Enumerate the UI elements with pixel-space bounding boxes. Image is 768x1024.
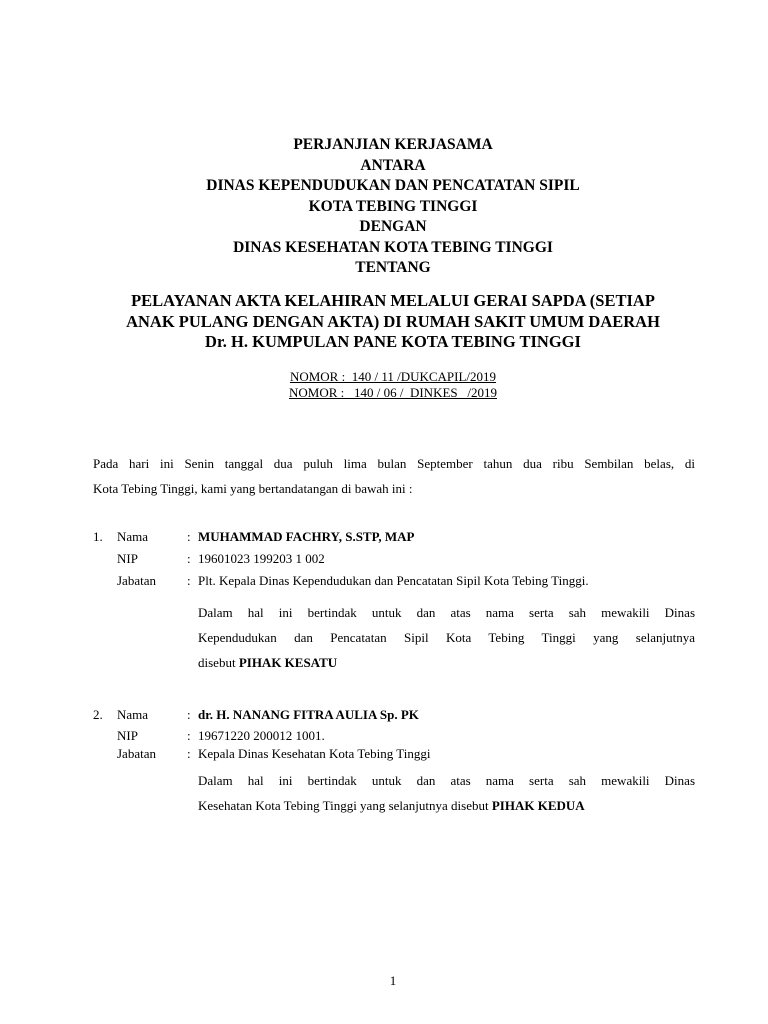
title-line: KOTA TEBING TINGGI [308, 197, 478, 215]
jabatan-label: Jabatan [117, 746, 156, 761]
party-designation: PIHAK KESATU [238, 655, 338, 670]
colon: : [187, 529, 191, 544]
party-one [93, 526, 695, 670]
description-line: Kependudukan dan Pencatatan Sipil Kota Tebing Tinggi yang selanjutnya [198, 630, 695, 645]
colon: : [187, 551, 191, 566]
party-position: Kepala Dinas Kesehatan Kota Tebing Tinggi [198, 746, 431, 761]
party-nip: 19671220 200012 1001. [198, 728, 325, 743]
party-name: MUHAMMAD FACHRY, S.STP, MAP [198, 529, 415, 544]
title-line: PERJANJIAN KERJASAMA [293, 136, 493, 153]
title-line: DINAS KESEHATAN KOTA TEBING TINGGI [233, 238, 553, 256]
document-numbers [0, 369, 768, 401]
title-line: DENGAN [359, 218, 427, 235]
party-number: 2. [93, 707, 103, 722]
description-line: Kesehatan Kota Tebing Tinggi yang selanjutnya disebut PIHAK KEDUA [198, 798, 585, 813]
party-description [198, 600, 695, 675]
page-number: 1 [389, 973, 397, 988]
subject-line: Dr. H. KUMPULAN PANE KOTA TEBING TINGGI [205, 332, 581, 351]
party-name: dr. H. NANANG FITRA AULIA Sp. PK [198, 707, 419, 722]
intro-line: Kota Tebing Tinggi, kami yang bertandatangan di bawah ini : [93, 481, 413, 496]
agreement-title [0, 135, 768, 279]
nomor-dukcapil: NOMOR : 140 / 11 /DUKCAPIL/2019 [289, 369, 497, 384]
subject-line: ANAK PULANG DENGAN AKTA) DI RUMAH SAKIT UMUM DAERAH [126, 311, 660, 331]
agreement-subject [0, 291, 768, 353]
party-designation: PIHAK KEDUA [491, 798, 585, 813]
party-description [198, 768, 695, 818]
jabatan-label: Jabatan [117, 573, 156, 588]
description-line: disebut PIHAK KESATU [198, 655, 338, 670]
subject-line: PELAYANAN AKTA KELAHIRAN MELALUI GERAI SAPDA (SETIAP [131, 291, 655, 310]
nama-label: Nama [117, 529, 149, 544]
description-line: Dalam hal ini bertindak untuk dan atas nama serta sah mewakili Dinas [198, 773, 695, 788]
intro-line: Pada hari ini Senin tanggal dua puluh lima bulan September tahun dua ribu Sembilan belas, di [93, 456, 695, 471]
party-two [93, 704, 695, 813]
title-line: TENTANG [355, 259, 431, 276]
party-position: Plt. Kepala Dinas Kependudukan dan Pencatatan Sipil Kota Tebing Tinggi. [198, 573, 589, 588]
nip-label: NIP [117, 728, 138, 743]
intro-paragraph [93, 451, 695, 501]
nama-label: Nama [117, 707, 149, 722]
nip-label: NIP [117, 551, 138, 566]
description-line: Dalam hal ini bertindak untuk dan atas nama serta sah mewakili Dinas [198, 605, 695, 620]
title-line: DINAS KEPENDUDUKAN DAN PENCATATAN SIPIL [206, 177, 580, 194]
nomor-dinkes: NOMOR : 140 / 06 / DINKES /2019 [288, 385, 497, 400]
party-nip: 19601023 199203 1 002 [198, 551, 325, 566]
colon: : [187, 573, 191, 588]
party-number: 1. [93, 529, 103, 544]
colon: : [187, 728, 191, 743]
colon: : [187, 707, 191, 722]
title-line: ANTARA [360, 156, 426, 174]
colon: : [187, 746, 191, 761]
